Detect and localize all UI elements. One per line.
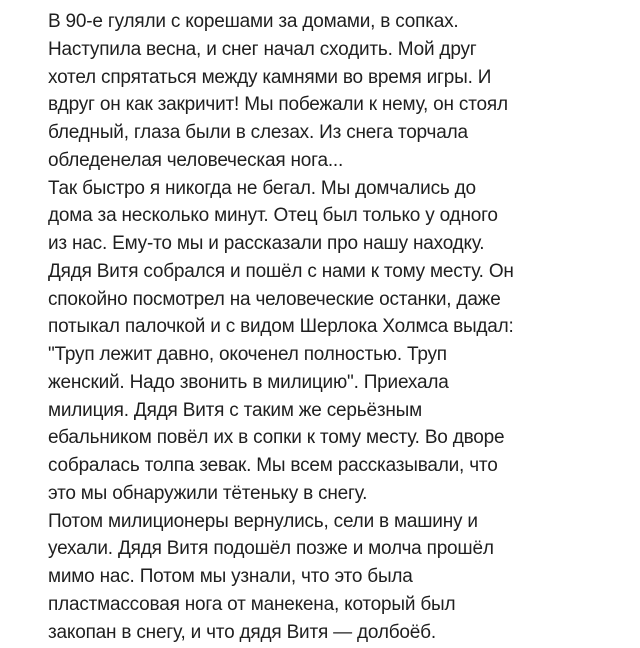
text-line: дома за несколько минут. Отец был только у одного bbox=[48, 205, 498, 227]
text-line: женский. Надо звонить в милицию". Приехала bbox=[48, 371, 449, 393]
text-line: пластмассовая нога от манекена, который был bbox=[48, 593, 456, 615]
post-text bbox=[48, 8, 628, 646]
text-line: мимо нас. Потом мы узнали, что это была bbox=[48, 566, 413, 587]
text-line: "Труп лежит давно, окоченел полностью. Труп bbox=[48, 344, 447, 365]
text-line: Наступила весна, и снег начал сходить. Мой друг bbox=[48, 38, 477, 60]
text-line: В 90-е гуляли с корешами за домами, в сопках. bbox=[48, 11, 459, 32]
text-line: это мы обнаружили тётеньку в снегу. bbox=[48, 482, 368, 504]
text-line: ебальником повёл их в сопки к тому месту. Во дворе bbox=[48, 427, 505, 449]
text-line: Потом милиционеры вернулись, сели в машину и bbox=[48, 510, 478, 532]
text-line: потыкал палочкой и с видом Шерлока Холмса выдал: bbox=[48, 316, 514, 338]
text-line: Дядя Витя собрался и пошёл с нами к тому месту. Он bbox=[48, 260, 514, 282]
text-line: хотел спрятаться между камнями во время игры. И bbox=[48, 66, 492, 88]
text-line: из нас. Ему-то мы и рассказали про нашу находку. bbox=[48, 233, 485, 254]
text-line: собралась толпа зевак. Мы всем рассказывали, что bbox=[48, 455, 498, 476]
text-line: вдруг он как закричит! Мы побежали к нему, он стоял bbox=[48, 94, 508, 116]
text-line: закопан в снегу, и что дядя Витя — долбоёб. bbox=[48, 621, 436, 643]
text-line: обледенелая человеческая нога... bbox=[48, 149, 344, 171]
text-line: милиция. Дядя Витя с таким же серьёзным bbox=[48, 399, 422, 421]
text-line: спокойно посмотрел на человеческие останки, даже bbox=[48, 288, 501, 310]
text-line: Так быстро я никогда не бегал. Мы домчались до bbox=[48, 177, 476, 199]
text-line: бледный, глаза были в слезах. Из снега торчала bbox=[48, 122, 468, 143]
text-line: уехали. Дядя Витя подошёл позже и молча прошёл bbox=[48, 538, 494, 560]
